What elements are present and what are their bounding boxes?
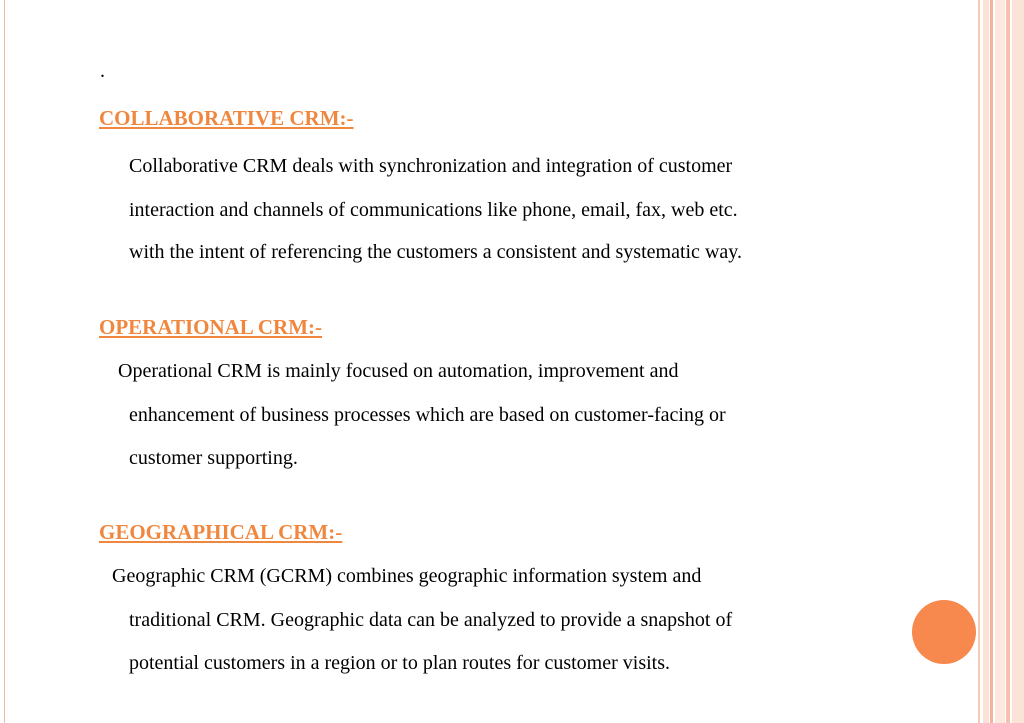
bullet-dot: . xyxy=(100,60,105,82)
section-heading-collaborative: COLLABORATIVE CRM:- xyxy=(99,106,354,130)
section-heading-operational: OPERATIONAL CRM:- xyxy=(99,315,323,339)
paragraph-line: enhancement of business processes which are based on customer-facing or xyxy=(129,404,726,426)
section-heading-geographical: GEOGRAPHICAL CRM:- xyxy=(99,520,343,544)
right-stripe xyxy=(995,0,1005,723)
right-stripe xyxy=(990,0,993,723)
paragraph-line: with the intent of referencing the customers a consistent and systematic way. xyxy=(129,241,742,263)
left-border-line xyxy=(4,0,5,723)
paragraph-line: interaction and channels of communications like phone, email, fax, web etc. xyxy=(129,199,738,221)
right-stripe xyxy=(978,0,980,723)
right-stripe xyxy=(1012,0,1024,723)
right-stripe xyxy=(983,0,989,723)
paragraph-line: Operational CRM is mainly focused on automation, improvement and xyxy=(118,360,679,382)
decorative-circle xyxy=(912,600,976,664)
paragraph-line: Geographic CRM (GCRM) combines geographic information system and xyxy=(112,565,702,587)
right-stripe xyxy=(1006,0,1010,723)
paragraph-line: traditional CRM. Geographic data can be analyzed to provide a snapshot of xyxy=(129,609,733,631)
paragraph-line: potential customers in a region or to plan routes for customer visits. xyxy=(129,652,670,674)
paragraph-line: customer supporting. xyxy=(129,447,298,469)
paragraph-line: Collaborative CRM deals with synchronization and integration of customer xyxy=(129,155,733,177)
